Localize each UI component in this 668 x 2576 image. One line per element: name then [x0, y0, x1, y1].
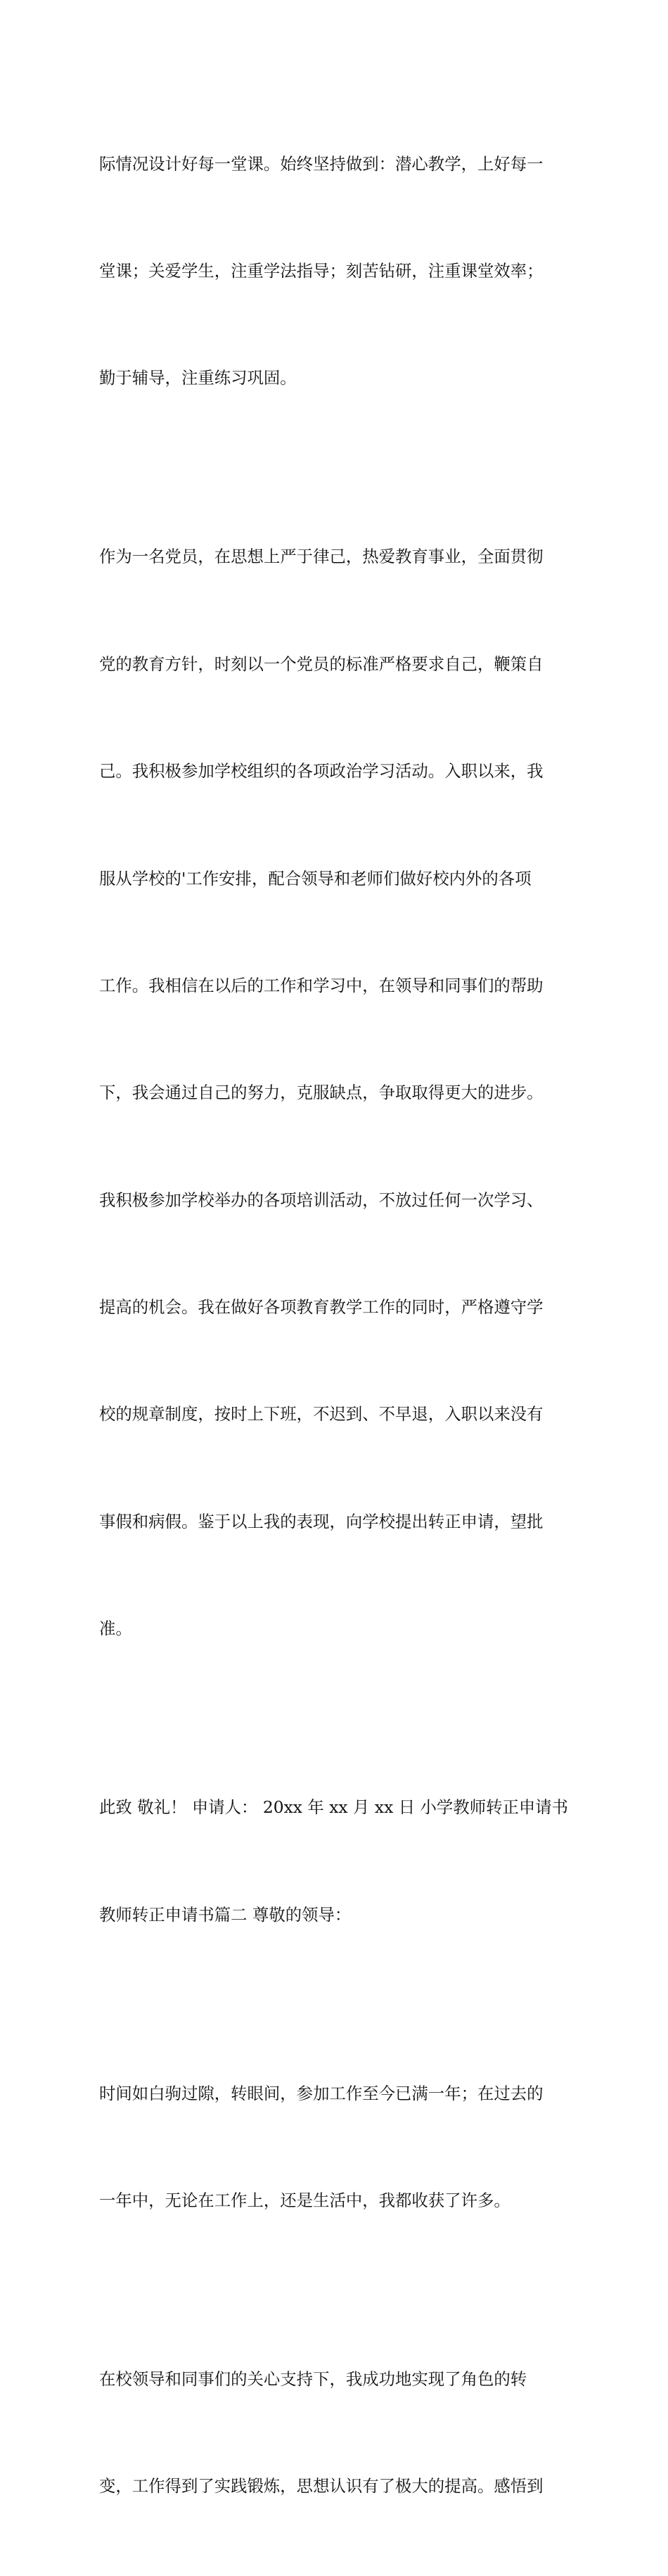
text-line: 服从学校的'工作安排，配合领导和老师们做好校内外的各项 — [99, 868, 532, 888]
paragraph-5 — [99, 2290, 577, 2575]
document-body — [99, 75, 577, 2576]
text-line: 堂课；关爱学生，注重学法指导；刻苦钻研，注重课堂效率； — [99, 260, 544, 281]
text-line: 教师转正申请书篇二 尊敬的领导： — [99, 1904, 352, 1925]
text-line: 变，工作得到了实践锻炼，思想认识有了极大的提高。感悟到 — [99, 2476, 544, 2497]
text-line: 下，我会通过自己的努力，克服缺点，争取取得更大的进步。 — [99, 1083, 544, 1103]
text-line: 勤于辅导，注重练习巩固。 — [99, 368, 297, 388]
text-line: 工作。我相信在以后的工作和学习中，在领导和同事们的帮助 — [99, 975, 544, 995]
paragraph-2 — [99, 468, 577, 1719]
paragraph-3 — [99, 1719, 577, 2004]
paragraph-4 — [99, 2004, 577, 2290]
text-line: 党的教育方针，时刻以一个党员的标准严格要求自己，鞭策自 — [99, 653, 544, 674]
text-line: 在校领导和同事们的关心支持下，我成功地实现了角色的转 — [99, 2369, 527, 2389]
text-line: 时间如白驹过隙，转眼间，参加工作至今已满一年；在过去的 — [99, 2083, 544, 2103]
text-line: 事假和病假。鉴于以上我的表现，向学校提出转正申请，望批 — [99, 1511, 544, 1531]
text-line: 际情况设计好每一堂课。始终坚持做到：潜心教学，上好每一 — [99, 153, 544, 174]
text-line: 此致 敬礼！ 申请人： 20xx 年 xx 月 xx 日 小学教师转正申请书 — [99, 1797, 569, 1818]
text-line: 一年中，无论在工作上，还是生活中，我都收获了许多。 — [99, 2191, 510, 2211]
text-line: 准。 — [99, 1619, 132, 1639]
text-line: 我积极参加学校举办的各项培训活动，不放过任何一次学习、 — [99, 1190, 544, 1210]
text-line: 己。我积极参加学校组织的各项政治学习活动。入职以来，我 — [99, 761, 544, 782]
paragraph-1 — [99, 75, 577, 468]
text-line: 校的规章制度，按时上下班，不迟到、不早退，入职以来没有 — [99, 1404, 544, 1424]
text-line: 提高的机会。我在做好各项教育教学工作的同时，严格遵守学 — [99, 1297, 544, 1318]
text-line: 作为一名党员，在思想上严于律己，热爱教育事业，全面贯彻 — [99, 547, 544, 567]
